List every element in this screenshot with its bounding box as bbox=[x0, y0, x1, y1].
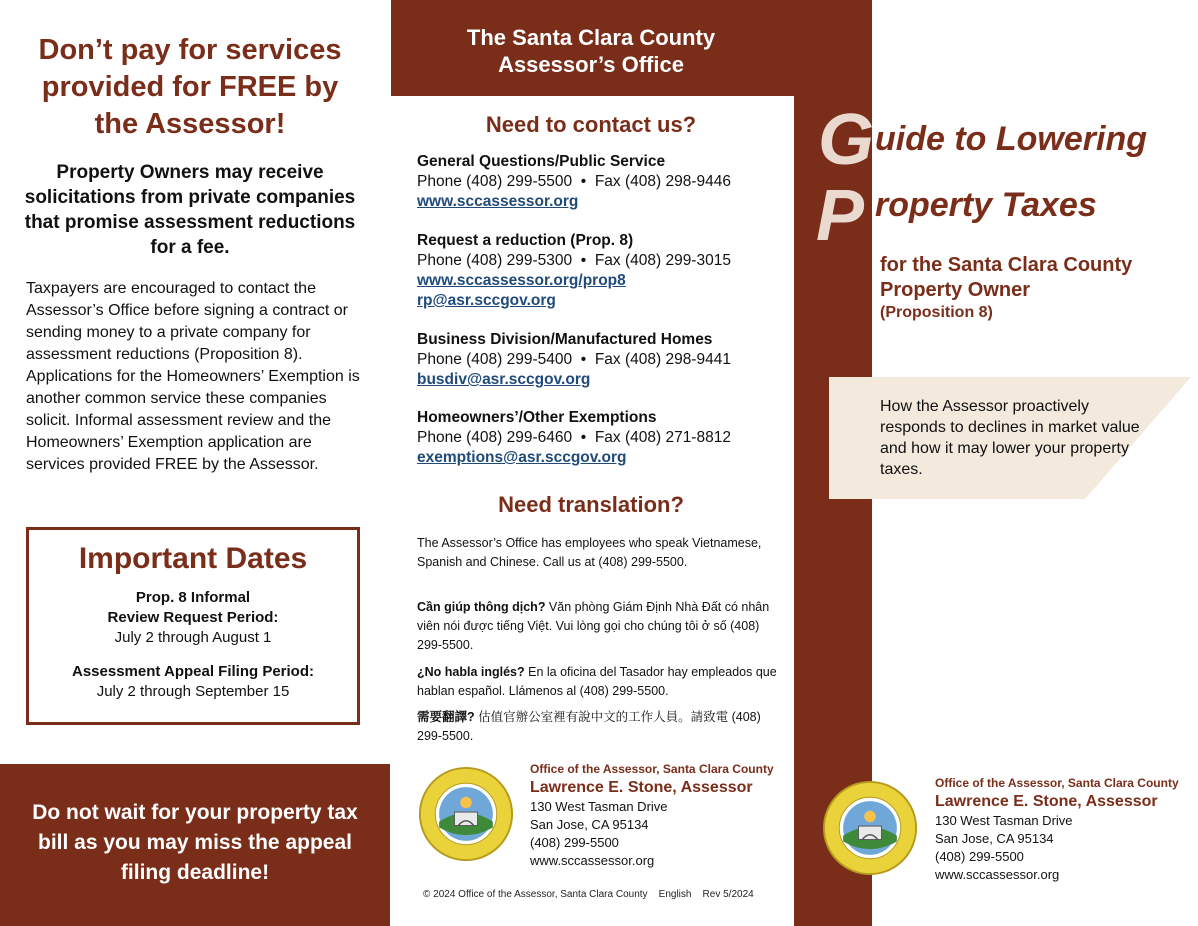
office-address1: 130 West Tasman Drive bbox=[935, 813, 1073, 828]
busdiv-email-link[interactable]: busdiv@asr.sccgov.org bbox=[417, 371, 591, 388]
assessor-seal-icon bbox=[822, 780, 918, 876]
contact-heading: Business Division/Manufactured Homes bbox=[417, 331, 713, 348]
contact-phone-line bbox=[417, 428, 792, 448]
proposition-label: (Proposition 8) bbox=[880, 304, 993, 321]
office-address2: San Jose, CA 95134 bbox=[530, 817, 649, 832]
fax-text: Fax (408) 298-9446 bbox=[594, 173, 731, 190]
translation-vietnamese bbox=[417, 598, 777, 655]
office-info-middle bbox=[530, 760, 774, 870]
date-value: July 2 through August 1 bbox=[114, 629, 272, 646]
translation-bold: 需要翻譯? bbox=[417, 710, 475, 724]
translation-text: The Assessor’s Office has employees who speak Vietnamese, Spanish and Chinese. Call us at (408) 299-5500. bbox=[417, 536, 762, 569]
header-line: Assessor’s Office bbox=[498, 52, 684, 77]
left-subhead: Property Owners may receive solicitations from private companies that promise assessment reductions for a fee. bbox=[24, 162, 356, 258]
separator: • bbox=[580, 351, 587, 368]
date-value: July 2 through September 15 bbox=[96, 683, 290, 700]
assessor-name: Lawrence E. Stone, Assessor bbox=[935, 793, 1158, 810]
translation-spanish bbox=[417, 663, 777, 701]
translation-text: Văn phòng Giám Định Nhà Đất có nhân viên nói được tiếng Việt. Vui lòng gọi cho chúng tôi ở số (408) 299-5500. bbox=[417, 600, 770, 652]
contact-prop8 bbox=[417, 231, 792, 311]
phone-text: Phone (408) 299-5400 bbox=[417, 351, 573, 368]
translation-chinese bbox=[417, 708, 777, 746]
separator: • bbox=[580, 429, 587, 446]
date-label: Prop. 8 Informal bbox=[135, 589, 251, 606]
contact-phone-line bbox=[417, 350, 792, 370]
contact-phone-line bbox=[417, 172, 792, 192]
contact-heading: General Questions/Public Service bbox=[417, 153, 666, 170]
office-phone: (408) 299-5500 bbox=[935, 849, 1024, 864]
middle-header-title bbox=[391, 24, 791, 78]
title-line2: roperty Taxes bbox=[875, 186, 1097, 224]
subtitle: for the Santa Clara County Property Owner bbox=[880, 254, 1133, 301]
translation-text: 估值官辦公室裡有說中文的工作人員。請致電 (408) 299-5500. bbox=[417, 710, 761, 743]
office-address2: San Jose, CA 95134 bbox=[935, 831, 1054, 846]
left-body-text: Taxpayers are encouraged to contact the Assessor’s Office before signing a contract or sending money to a private company for assessment reductions (Proposition 8). Applications for the Homeowners’ Exemption is another common service these companies solicit. Informal assessment review and the Homeowners’ Exemption application are services provided FREE by the Assessor. bbox=[26, 280, 360, 473]
left-footer-text: Do not wait for your property tax bill as you may miss the appeal filing deadline! bbox=[32, 801, 358, 884]
important-dates-title: Important Dates bbox=[78, 542, 308, 575]
fax-text: Fax (408) 271-8812 bbox=[594, 429, 731, 446]
date-item bbox=[29, 662, 357, 702]
office-web: www.sccassessor.org bbox=[935, 867, 1060, 882]
title-initial-g: G bbox=[818, 100, 875, 180]
office-web: www.sccassessor.org bbox=[530, 853, 655, 868]
contact-exemptions bbox=[417, 408, 792, 468]
exemptions-email-link[interactable]: exemptions@asr.sccgov.org bbox=[417, 449, 627, 466]
translation-english bbox=[417, 534, 777, 572]
office-info-right bbox=[935, 774, 1179, 884]
assessor-seal-icon bbox=[418, 766, 514, 862]
separator: • bbox=[580, 252, 587, 269]
translation-bold: ¿No habla inglés? bbox=[417, 665, 525, 679]
title-line1: uide to Lowering bbox=[875, 120, 1147, 158]
phone-text: Phone (408) 299-5500 bbox=[417, 173, 573, 190]
left-headline: Don’t pay for services provided for FREE by the Assessor! bbox=[38, 34, 342, 140]
contact-business bbox=[417, 330, 792, 390]
fax-text: Fax (408) 299-3015 bbox=[594, 252, 731, 269]
date-label: Review Request Period: bbox=[107, 609, 279, 626]
header-line: The Santa Clara County bbox=[466, 25, 716, 50]
office-address1: 130 West Tasman Drive bbox=[530, 799, 668, 814]
contact-heading: Request a reduction (Prop. 8) bbox=[417, 232, 634, 249]
fax-text: Fax (408) 298-9441 bbox=[594, 351, 731, 368]
website-link[interactable]: www.sccassessor.org bbox=[417, 193, 579, 210]
separator: • bbox=[580, 173, 587, 190]
translation-text: En la oficina del Tasador hay empleados que hablan español. Llámenos al (408) 299-5500. bbox=[417, 665, 777, 698]
important-dates-box bbox=[26, 527, 360, 725]
contact-title: Need to contact us? bbox=[485, 112, 697, 137]
date-item bbox=[29, 588, 357, 648]
contact-heading: Homeowners’/Other Exemptions bbox=[417, 409, 657, 426]
prop8-email-link[interactable]: rp@asr.sccgov.org bbox=[417, 292, 556, 309]
title-initial-p: P bbox=[816, 176, 865, 256]
office-org: Office of the Assessor, Santa Clara County bbox=[530, 762, 774, 776]
contact-phone-line bbox=[417, 251, 792, 271]
date-label: Assessment Appeal Filing Period: bbox=[72, 663, 314, 680]
office-phone: (408) 299-5500 bbox=[530, 835, 619, 850]
contact-general bbox=[417, 152, 792, 212]
banner-text: How the Assessor proactively responds to declines in market value and how it may lower your property taxes. bbox=[880, 398, 1140, 478]
prop8-link[interactable]: www.sccassessor.org/prop8 bbox=[417, 272, 626, 289]
copyright: © 2024 Office of the Assessor, Santa Clara County English Rev 5/2024 bbox=[423, 889, 754, 900]
assessor-name: Lawrence E. Stone, Assessor bbox=[530, 779, 753, 796]
phone-text: Phone (408) 299-5300 bbox=[417, 252, 573, 269]
translation-title: Need translation? bbox=[498, 492, 684, 517]
phone-text: Phone (408) 299-6460 bbox=[417, 429, 573, 446]
translation-bold: Cần giúp thông dịch? bbox=[417, 600, 546, 614]
office-org: Office of the Assessor, Santa Clara County bbox=[935, 776, 1179, 790]
